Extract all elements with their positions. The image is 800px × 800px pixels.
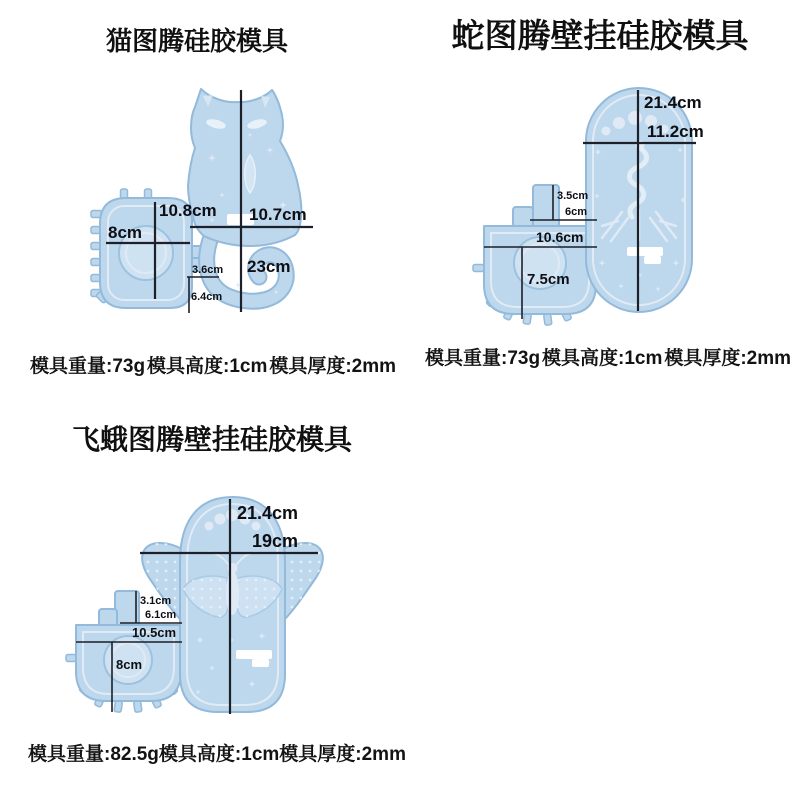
specs-row-moth	[28, 739, 404, 766]
dim-label-cat-small-height: 10.8cm	[159, 201, 217, 220]
dim-label-moth-small-width: 10.5cm	[132, 625, 177, 640]
panel-title-snake: 蛇图腾壁挂硅胶模具	[451, 17, 749, 54]
dim-label-moth-tab-height: 3.1cm	[140, 595, 172, 607]
dim-label-snake-main-width: 11.2cm	[647, 122, 704, 141]
panel-title-moth: 飞蛾图腾壁挂硅胶模具	[71, 424, 352, 455]
moth-hanging-slot	[236, 650, 272, 659]
dim-label-cat-hook-height: 6.4cm	[191, 291, 223, 303]
dim-label-snake-small-width: 10.6cm	[536, 229, 584, 245]
panel-title-cat: 猫图腾硅胶模具	[105, 26, 288, 56]
spec-snake-weight: 模具重量:73g	[425, 348, 541, 369]
spec-moth-weight: 模具重量:82.5g	[28, 744, 159, 765]
dim-label-cat-main-height: 23cm	[247, 257, 291, 276]
spec-moth-thickness: 模具厚度:2mm	[279, 744, 406, 765]
snake-figure	[473, 88, 704, 325]
moth-figure	[66, 497, 323, 714]
dim-label-moth-small-height: 8cm	[116, 657, 143, 672]
dim-label-cat-small-width: 8cm	[108, 223, 143, 242]
dim-label-moth-tab-width: 6.1cm	[145, 609, 177, 621]
spec-snake-height: 模具高度:1cm	[542, 348, 663, 369]
cat-figure	[91, 89, 313, 313]
spec-cat-height: 模具高度:1cm	[147, 356, 268, 377]
dim-label-snake-tab-width: 6cm	[565, 206, 588, 218]
dim-label-snake-main-height: 21.4cm	[644, 93, 702, 112]
dim-label-moth-main-width: 19cm	[252, 531, 299, 551]
specs-row-cat	[30, 351, 396, 378]
specs-row-snake	[425, 343, 791, 370]
spec-cat-thickness: 模具厚度:2mm	[269, 356, 396, 377]
spec-moth-height: 模具高度:1cm	[158, 744, 280, 765]
cat-crystal-detail	[245, 155, 256, 193]
snake-small-mold-tab-step	[513, 207, 533, 227]
dim-label-cat-main-width: 10.7cm	[249, 205, 307, 224]
dim-label-snake-small-height: 7.5cm	[527, 271, 570, 288]
spec-cat-weight: 模具重量:73g	[30, 356, 146, 377]
snake-hanging-slot	[627, 247, 663, 256]
dim-label-cat-hook-width: 3.6cm	[192, 264, 224, 276]
dim-label-moth-main-height: 21.4cm	[237, 503, 299, 523]
dim-label-snake-tab-height: 3.5cm	[557, 190, 589, 202]
spec-snake-thickness: 模具厚度:2mm	[664, 348, 791, 369]
